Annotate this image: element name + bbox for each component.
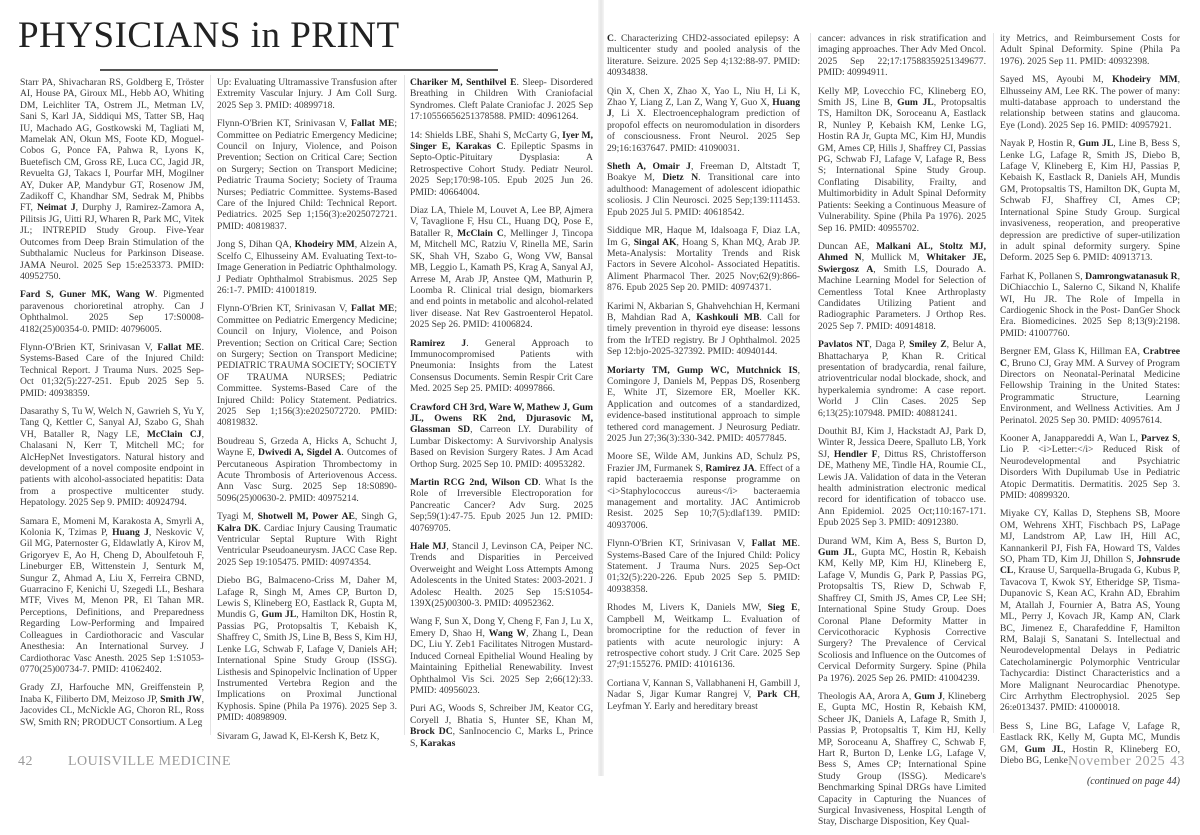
citation-text: , Jacovides CL, McNickle AG, Choron RL, Ross SW, Smith RN; PRODUCT Consortium. A Leg [20,693,205,728]
citation-text: Wang F, Sun X, Dong Y, Cheng F, Fan J, Lu X, Emery D, Shao H, [410,616,593,639]
citation [20,289,204,335]
citation [607,86,800,154]
citation-text: Bess S, Line BG, Lafage V, Lafage R, Eastlack RK, Kelly M, Gupta MC, Mundis GM, [1000,720,1180,755]
local-author-names: Damrongwatanasuk R [1085,270,1178,282]
citation-text: ity Metrics, and Reimbursement Costs for Adult Spinal Deformity. Spine (Phila Pa 1976). 2025 Sep 11. PMID: 40932398. [1000,33,1180,67]
citation [20,406,204,509]
citation [20,682,204,728]
citation-text: Flynn-O'Brien KT, Srinivasan V, [20,341,158,353]
citation-text: , Chalasani N, Kerr T, Mitchell MC; for AlcHepNet Investigators. Natural history and development of a novel composite endpoint in patients with alcohol-associated hepatitis: Data from a prospective multicenter study. Hepatology. 2025 Sep 9. PMID: 40924794. [20,428,204,509]
citation-text: . Transitional care into adulthood: Management of adolescent idiopathic scoliosis. J Clin Neurosci. 2025 Sep;139:111453. Epub 2025 Jul 5. PMID: 40618542. [607,172,800,218]
local-author-names: Dwivedi A, Sigdel A [258,447,342,459]
column-divider [210,75,211,735]
citation [410,616,593,696]
citation [818,691,986,828]
citation-text: ; Committee on Pediatric Emergency Medicine; Council on Injury, Violence, and Poison Prevention; Section on Critical Care; Section on Surgery; Section on Transport Medicine; PEDIATRIC TRAUMA SOCIETY; SOCIETY OF TRAUMA NURSES; Pediatric Committee. Systems-Based Care of the Injured Child: Policy Statement. Pediatrics. 2025 Sep 1;156(3):e2025072720. PMID: 40819832. [217,303,397,429]
citation-text: , Krause U, Sarquella-Brugada G, Kubus P, Tavacova T, Kwok SY, Etheridge SP, Tisma-Dupanovic S, Kean AC, Krahn AD, Ebrahim M, Atallah J, Fournier A, Batra AS, Young ML, Perry J, Kovach JR, Kamp AN, Clark BC, Jimenez E, Charafeddine F, Hamilton RM, Balaji S, Sanatani S. Intellectual and Neurodevelopmental Delays in Pediatric Catecholaminergic Polymorphic Ventricular Tachycardia: Distinct Characteristics and a More Malignant Neurocardiac Phenotype. Circ Arrhythm Electrophysiol. 2025 Sep 26:e013437. PMID: 41000018. [1000,565,1180,714]
citation-text: , Zhang L, Dean DC, Liu Y. Zeb1 Facilitates Nitrogen Mustard-Induced Corneal Epithelial Wound Healing by Maintaining Epithelial Renewability. Invest Ophthalmol Vis Sci. 2025 Sep 2;66(12):33. PMID: 40956023. [410,627,594,696]
citation-text: ; Committee on Pediatric Emergency Medicine; Council on Injury, Violence, and Poison Prevention; Section on Critical Care; Section on Surgery; Section on Transport Medicine; Pediatric Trauma Society; Society of Trauma Nurses; Pediatric Committee. Systems-Based Care of the Injured Child: Technical Report. Pediatrics. 2025 Sep 1;156(3):e2025072721. PMID: 40819837. [217,118,397,232]
local-author-names: Smiley Z [909,339,947,351]
citation-text: , Protopsaltis TS, Hamilton DK, Soroceanu A, Eastlack R, Nunley P, Kebaish KM, Lenke LG, Hostin RA Jr, Gupta MC, Kim HJ, Mundis GM, Ames CP, Hills J, Shaffrey CI, Passias PG, Schwab FJ, Lafage V, Lafage R, Bess S; International Spine Study Group. Conflating Disability, Frailty, and Multimorbidity in Adult Spinal Deformity Patients: Seeking a Continuous Measure of Vulnerability. Spine (Phila Pa 1976). 2025 Sep 16. PMID: 40955702. [818,97,986,234]
citation [607,678,800,712]
local-author-names: Gum JL [818,547,855,559]
citation-text: , Dittus RS, Christofferson DE, Matheny ME, Tindle HA, Roumie CL, Lewis JA. Validation of data in the Veteran health administration electronic medical record for identification of tobacco use. Ann Epidemiol. 2025 Oct;110:167-171. Epub 2025 Sep 3. PMID: 40912380. [818,448,986,529]
citation [1000,33,1180,67]
column-1 [20,77,204,735]
citation-text: . Outcomes of Percutaneous Aspiration Thrombectomy in Acute Thrombosis of Arteriovenous Access. Ann Vasc Surg. 2025 Sep 18:S0890-5096(25)00630-2. PMID: 40975214. [217,447,398,504]
citation-text: , Gupta MC, Hostin R, Kebaish KM, Kelly MP, Kim HJ, Klineberg E, Lafage V, Mundis G, Park P, Passias PG, Protopsaltis TS, Riew D, Schwab F, Shaffrey CI, Smith JS, Ames CP, Lee SH; International Spine Study Group. Does Coronal Plane Deformity Matter in Cervicothoracic Kyphosis Corrective Surgery? The Prevalence of Cervical Scoliosis and Influence on the Outcomes of Cervical Deformity Surgery. Spine (Phila Pa 1976). 2025 Sep 26. PMID: 41004239. [818,547,986,684]
citation-text: Samara E, Momeni M, Karakosta A, Smyrli A, Kolonia K, Tzimas P, [20,515,204,539]
local-author-names: Johnsrude CL [1000,554,1180,577]
citation-text: , Bruno CJ, Gray MM. A Survey of Program Directors on Neonatal-Perinatal Medicine Fellowship Training in the United States: Programmatic Structure, Learning Environment, and Wellness Activities. Am J Perinatol. 2025 Sep 30. PMID: 40957614. [1000,357,1180,426]
column-4 [607,33,800,719]
citation-text: . What Is the Role of Irreversible Electroporation for Pancreatic Cancer? Adv Surg. 2025 Sep;59(1):47-75. Epub 2025 Jun 12. PMID: 40769705. [410,477,593,534]
citation-text: . General Approach to Immunocompromised Patients with Pneumonia: Insights from the Latest Consensus Documents. Semin Respir Crit Care Med. 2025 Sep 25. PMID: 40997866. [410,337,593,395]
citation-text: cancer: advances in risk stratification and imaging approaches. Ther Adv Med Oncol. 2025 Sep 22;17:17588359251349677. PMID: 40994911. [818,33,986,79]
column-3 [410,77,593,756]
citation-text: . Sleep- Disordered Breathing in Children With Craniofacial Syndromes. Cleft Palate Craniofac J. 2025 Sep 17:10556656251378588. PMID: 40961264. [410,77,593,123]
citation [20,516,204,676]
citation-text: , Elhusseiny AM, Lee RK. The power of many: multi-database approach to understand the relationship between statins and glaucoma. Eye (Lond). 2025 Sep 16. PMID: 40957921. [1000,74,1180,131]
local-author-names: Parvez S [1140,433,1178,444]
citation-text: Tyagi M, [217,511,258,523]
citation-text: Moore SE, Wilde AM, Junkins AD, Schulz PS, Frazier JM, Furmanek S, [607,451,800,474]
citation-text: Diebo BG, Balmaceno-Criss M, Daher M, Lafage R, Singh M, Ames CP, Burton D, Lewis S, Klineberg EO, Eastlack R, Gupta M, Mundis G, [217,575,397,621]
left-page-number: 42 [18,754,33,769]
citation [607,538,800,595]
citation-text: , Hoang S, Khan MQ, Arab JP. Meta-Analysis: Mortality Trends and Risk Factors in Severe Alcohol- Associated Hepatitis. Aliment Pharmacol Ther. 2025 Nov;62(9):866-876. Epub 2025 Sep 20. PMID: 40974371. [607,236,800,294]
citation-text: Miyake CY, Kallas D, Stephens SB, Moore OM, Wehrens XHT, Fischbach PS, LaPage MJ, Landstrom AP, Law IH, Hill AC, Kannankeril PJ, Fish FA, Howard TS, Valdes SO, Pham TD, Kim JJ, Dhillon S, [1000,508,1180,566]
citation-text: . Characterizing CHD2-associated epilepsy: A multicenter study and pooled analysis of the literature. Seizure. 2025 Sep 4;132:88-97. PMID: 40934838. [607,33,800,79]
citation-text: Starr PA, Shivacharan RS, Goldberg E, Tröster AI, House PA, Giroux ML, Hebb AO, Whiting DM, Leichliter TA, Ostrem JL, Metman LV, Sani S, Karl JA, Siddiqui MS, Tatter SB, Haq IU, Machado AG, Gostkowski M, Tagliati M, Mamelak AN, Okun MS, Foote KD, Moguel-Cobos G, Ponce FA, Pahwa R, Lyons K, Buetefisch CM, Gross RE, Luca CC, Jagid JR, Revuelta GJ, Takacs I, Pourfar MH, Mogilner AY, Duker AP, Mandybur GT, Rosenow JM, Zadikoff C, Khandhar SM, Sedrak M, Phibbs FT, [20,77,204,214]
citation-text: Flynn-O'Brien KT, Srinivasan V, [217,303,351,315]
issue-date: November 2025 [1068,754,1166,769]
citation-text: Jong S, Dihan QA, [217,239,295,251]
citation-text: , Mullick M, [861,252,927,264]
local-author-names: Hale MJ [410,541,447,553]
citation [1000,433,1180,501]
local-author-names: Sheth A, Omair J [607,161,691,173]
citation-text: . Cardiac Injury Causing Traumatic Ventricular Septal Rupture With Right Ventricular Pseudoaneurysm. JACC Case Rep. 2025 Sep 19:105475. PMID: 40974354. [217,522,397,568]
citation-text: Cortiana V, Kannan S, Vallabhaneni H, Gambill J, Nadar S, Jigar Kumar Rangrej V, [607,677,800,701]
citation [20,77,204,282]
citation [410,477,593,534]
local-author-names: Khodeiry MM [294,239,355,251]
local-author-names: Neimat J [36,202,76,214]
local-author-names: Gum JL [897,97,934,109]
citation [818,33,986,79]
citation-text: . Call for timely prevention in thyroid eye disease: lessons from the IrTED registry. Br J Ophthalmol. 2025 Sep 12:bjo-2025-327392. PMID: 40940144. [607,311,800,358]
citation-text: Theologis AA, Arora A, [818,690,915,702]
page-spine [598,0,604,776]
page-title: PHYSICIANS in PRINT [18,15,400,56]
local-author-names: Gum J [914,690,943,702]
citation-text: Nayak P, Hostin R, [1000,138,1079,150]
local-author-names: C [607,33,614,44]
local-author-names: Gum JL [1078,138,1114,150]
citation-text: Duncan AE, [818,240,877,252]
citation-text: Up: Evaluating Ultramassive Transfusion after Extremity Vascular Injury. J Am Coll Surg. 2025 Sep 3. PMID: 40899718. [217,77,397,111]
citation-text: Boudreau S, Grzeda A, Hicks A, Schucht J, Wayne E, [217,435,397,459]
citation-text: , Singh G, [354,511,398,523]
citation [607,33,800,79]
local-author-names: Iyer M, Singer E, Karakas C [410,129,593,153]
column-divider [404,75,405,735]
citation-text: 14: Shields LBE, Shahi S, McCarty G, [410,129,563,141]
local-author-names: Gum JL [1024,743,1064,755]
citation [818,536,986,684]
citation [217,731,397,742]
citation [410,338,593,395]
citation-text: Siddique MR, Haque M, Idalsoaga F, Diaz LA, Im G, [607,225,800,248]
citation [410,130,593,198]
citation [607,451,800,531]
citation-text: Farhat K, Pollanen S, [1000,270,1086,282]
citation-text: Dasarathy S, Tu W, Welch N, Gawrieh S, Yu Y, Tang Q, Kettler C, Sanyal AJ, Szabo G, Shah VH, Bataller R, Nagy LE, [20,405,204,440]
local-author-names: Gum JL [261,609,297,621]
local-author-names: Fallat ME [351,303,395,315]
local-author-names: Huang J [607,97,800,120]
local-author-names: Fard S, Guner MK, Wang W [20,289,155,301]
citation [20,342,204,399]
local-author-names: Shotwell M, Power AE [257,511,355,523]
citation-text: , DiChiacchio L, Salerno C, Sikand N, Khalife WI, Hu JR. The Role of Impella in Cardiogenic Shock in the Post- DanGer Shock Era. Biomedicines. 2025 Sep 8;13(9):2198. PMID: 41007760. [1000,270,1180,339]
title-rule [100,69,498,71]
local-author-names: Fallat ME [751,538,798,550]
local-author-names: Brock DC [410,726,453,738]
citation [607,161,800,218]
citation [217,118,397,232]
citation-text: , Leyfman Y. Early and hereditary breast [607,689,800,712]
citation-text: , Li X. Electroencephalogram prediction of propofol effects on neuromodulation in disorders of consciousness. Front Neurol. 2025 Sep 29;16:1637647. PMID: 41090031. [607,108,800,154]
citation-text: , Stancil J, Levinson CA, Peiper NC. Trends and Disparities in Perceived Overweight and Weight Loss Attempts Among Adolescents in the United States: 2003-2021. J Adolesc Health. 2025 Sep 15:S1054-139X(25)00300-3. PMID: 40952362. [410,541,593,610]
local-author-names: Chariker M, Senthilvel E [410,77,517,88]
local-author-names: McClain CJ [146,428,202,440]
citation-text: Sayed MS, Ayoubi M, [1000,74,1113,86]
local-author-names: Malkani AL, Stoltz MJ, Ahmed N [818,240,986,264]
citation [217,575,397,723]
citation-text: Douthit BJ, Kim J, Hackstadt AJ, Park D, Winter R, Jessica Deere, Spalluto LB, York SJ, [818,426,986,460]
citation-text: Durand WM, Kim A, Bess S, Burton D, [818,535,986,547]
local-author-names: Whitaker JE, Swiergosz A [818,252,987,275]
local-author-names: Huang J [112,527,149,539]
citation-text: , Hamilton DK, Hostin R, Passias PG, Protopsaltis T, Kebaish K, Shaffrey C, Smith JS, Line B, Bess S, Kim HJ, Lenke LG, Schwab F, Lafage V, Daniels AH; International Spine Study Group (ISSG). Listhesis and Spinopelvic Inclination of Upper Instrumented Vertebra Region and the Implications on Proximal Junctional Kyphosis. Spine (Phila Pa 1976). 2025 Sep 3. PMID: 40898909. [217,609,397,724]
citation-text: Rhodes M, Livers K, Daniels MW, [607,602,768,614]
citation-text: Kooner A, Janappareddi A, Wan L, [1000,433,1141,444]
citation-text: , Lio P. <i>Letter:</i> Reduced Risk of Neurodevelopmental and Psychiatric Disorders With Dupilumab Use in Pediatric Atopic Dermatitis. Dermatitis. 2025 Sep 3. PMID: 40899320. [1000,433,1180,502]
citation-text: . Systems-Based Care of the Injured Child: Policy Statement. J Trauma Nurs. 2025 Sep-Oct 01;32(5):220-226. Epub 2025 Sep 5. PMID: 40938358. [607,538,800,595]
citation [410,541,593,609]
citation [818,241,986,332]
citation-text: Karimi N, Akbarian S, Ghahvehchian H, Kermani B, Mahdian Rad A, [607,300,800,323]
citation-text: , Comingore J, Daniels M, Peppas DS, Rosenberg E, White JT, Sizemore ER, Moeller KK. Application and outcomes of a standardized, evidence-based institutional approach to simple tethered cord management. J Neurosurg Pediatr. 2025 Jun 27;36(3):330-342. PMID: 40577845. [607,364,800,444]
citation [607,602,800,670]
citation-text: , Freeman D, Altstadt T, Boakye M, [607,161,800,184]
citation [217,239,397,296]
citation [217,303,397,428]
column-5 [818,33,986,835]
citation-text: , Line B, Bess S, Lenke LG, Lafage R, Smith JS, Diebo B, Lafage V, Klineberg E, Kim HJ, Passias P, Kebaish K, Eastlack R, Daniels AH, Mundis GM, Protopsaltis TS, Hamilton DK, Gupta M, Schwab FJ, Shaffrey CI, Ames CP; International Spine Study Group. Surgical invasiveness, reoperation, and preoperative depression are predictive of super-utilization in adult spinal deformity surgery. Spine Deform. 2025 Sep 6. PMID: 40913713. [1000,138,1181,264]
local-author-names: Martin RCG 2nd, Wilson CD [410,477,539,488]
local-author-names: Crabtree C [1000,346,1180,369]
local-author-names: McClain C [457,227,504,239]
citation-text: Sivaram G, Jawad K, El-Kersh K, Betz K, [217,730,380,742]
local-author-names: Dietz N [662,172,699,184]
citation-text: , Alzein A, Scelfo C, Elhusseiny AM. Evaluating Text-to-Image Generation in Pediatric Ophthalmology. J Pediatr Ophthalmol Strabismus. 2025 Sep 26:1-7. PMID: 41001819. [217,239,397,296]
citation-text: Flynn-O'Brien KT, Srinivasan V, [607,538,752,550]
citation [818,426,986,529]
citation-text: , Smith LS, Dourado A. Machine Learning Model for Selection of Cementless Total Knee Arthroplasty Candidates Utilizing Patient and Radiographic Parameters. J Orthop Res. 2025 Sep 7. PMID: 40914818. [818,263,986,332]
local-author-names: Sieg E [767,602,798,614]
citation-text: . Epileptic Spasms in Septo-Optic-Pituitary Dysplasia: A Retrospective Cohort Study. Pediatr Neurol. 2025 Sep;170:98-105. Epub 2025 Jun 26. PMID: 40664004. [410,141,593,198]
citation [217,436,397,504]
citation [1000,346,1180,426]
column-2 [217,77,397,749]
citation-text: , Durphy J, Ramirez-Zamora A, Pilitsis JG, Uitti RJ, Wharen R, Park MC, Vitek JL; INTREPID Study Group. Five-Year Outcomes from Deep Brain Stimulation of the Subthalamic Nucleus for Parkinson Disease. JAMA Neurol. 2025 Sep 15:e253373. PMID: 40952750. [20,202,204,282]
citation-text: Diaz LA, Thiele M, Louvet A, Lee BP, Ajmera V, Tavaglione F, Hsu CL, Huang DQ, Pose E, Bataller R, [410,205,593,239]
citation [818,339,986,419]
citation [607,365,800,445]
column-divider [993,33,994,733]
citation [410,77,593,123]
citation-text: , Carreon LY. Durability of Lumbar Diskectomy: A Survivorship Analysis Based on Revision Surgery Rates. J Am Acad Orthop Surg. 2025 Sep 10. PMID: 40953282. [410,424,593,470]
continued-note: (continued on page 44) [1086,776,1180,788]
citation-text: . Effect of a rapid bacteraemia response programme on <i>Staphylococcus aureus</i> bacteraemia management and mortality. JAC Antimicrob Resist. 2025 Sep 10;7(5):dlaf139. PMID: 40937006. [607,462,800,531]
citation-text: . Pigmented paravenous chorioretinal atrophy. Can J Ophthalmol. 2025 Sep 17:S0008-4182(25)00354-0. PMID: 40796005. [20,289,204,335]
citation-text: , Daga P, [869,339,910,351]
local-author-names: Fallat ME [157,341,202,353]
citation [410,703,593,749]
publication-name: LOUISVILLE MEDICINE [68,754,232,769]
citation-text: Puri AG, Woods S, Schreiber JM, Keator CG, Coryell J, Bhatia S, Hunter SE, Khan M, [410,703,593,726]
local-author-names: Fallat ME [351,118,395,130]
citation-text: , Belur A, Bhattacharya P, Khan R. Critical presentation of bradycardia, renal failure, atrioventricular nodal blockade, shock, and hyperkalemia syndrome: A case report. World J Clin Cases. 2025 Sep 6;13(25):107948. PMID: 40881241. [818,339,987,419]
local-author-names: Ramirez J [410,337,467,349]
local-author-names: Khodeiry MM [1112,74,1178,86]
citation [1000,508,1180,713]
citation-text: , Campbell M, Weitkamp L. Evaluation of bromocriptine for the reduction of fever in patients with acute neurologic injury: A retrospective cohort study. J Crit Care. 2025 Sep 27;91:155276. PMID: 41016136. [607,602,800,671]
citation [410,402,593,470]
citation [1000,138,1180,263]
citation [1000,74,1180,131]
local-author-names: Kalra DK [217,522,259,534]
column-divider [810,33,811,733]
citation [410,205,593,330]
local-author-names: Singal AK [633,236,677,248]
citation-text: , Neskovic V, Gil MG, Paternoster G, Eldawlatly A, Kirov M, Grigoryev E, Ao H, Cheng D, Aboulfetouh F, Lineburger EB, Wittenstein J, Senturk M, Sungur Z, Ahmad A, Liu X, Ferreira CBND, Guarracino F, Kenichi U, Szegedi LL, Beshara MTF, Vives M, Menon PR, El Tahan MR. Perceptions, Definitions, and Preparedness Regarding Low-Performing and Impaired Colleagues in Cardiothoracic and Vascular Anesthesia: An International Survey. J Cardiothorac Vasc Anesth. 2025 Sep 1:S1053-0770(25)00734-7. PMID: 41062402. [20,527,204,675]
citation [607,225,800,293]
local-author-names: Wang W [488,627,527,639]
citation [607,301,800,358]
citation-text: Flynn-O'Brien KT, Srinivasan V, [217,118,351,130]
citation [217,77,397,111]
citation-text: , Mellinger J, Tincopa M, Mitchell MC, Ratziu V, Rinella ME, Sarin SK, Shah VH, Szabo G, Wong VW, Bansal MB, Leggio L, Kamath PS, Krag A, Sanyal AJ, Arrese M, Arab JP, Anstee QM, Mathurin P, Loomba R. Clinical trial design, biomarkers and end points in metabolic and alcohol-related liver disease. Nat Rev Gastroenterol Hepatol. 2025 Sep 26. PMID: 41006824. [410,227,593,331]
citation-text: Qin X, Chen X, Zhao X, Yao L, Niu H, Li K, Zhao Y, Liang Z, Lan Z, Wang Y, Guo X, [607,85,800,109]
citation-text: Bergner EM, Glass K, Hillman EA, [1000,346,1143,358]
citation [818,86,986,234]
local-author-names: Kashkouli MB [696,311,760,323]
local-author-names: Hendler F [833,448,878,460]
citation-text: Grady ZJ, Harfouche MN, Greiffenstein P, Inaba K, Filiberto DM, Meizoso JP, [20,682,204,705]
local-author-names: Smith JW [160,693,202,705]
local-author-names: Karakas [420,737,456,749]
right-page-number: 43 [1170,754,1185,769]
citation-text: , Hostin R, Klineberg EO, Diebo BG, Lenke [1000,743,1180,766]
citation-text: . Systems-Based Care of the Injured Child: Technical Report. J Trauma Nurs. 2025 Sep-Oct 01;32(5):227-251. Epub 2025 Sep 5. PMID: 40938359. [20,341,204,399]
citation-text: , Klineberg E, Gupta MC, Hostin R, Kebaish KM, Scheer JK, Daniels A, Lafage R, Smith J, Passias P, Protopsaltis T, Kim HJ, Kelly MP, Soroceanu A, Shaffrey C, Schwab F, Hart R, Burton D, Lenke LG, Lafage V, Bess S, Ames CP; International Spine Study Group (ISSG). Medicare's Benchmarking Spinal DRGs have Limited Capacity in Capturing the Nuances of Surgical Invasiveness, Hospital Length of Stay, Discharge Disposition, Key Qual- [818,690,986,828]
local-author-names: Ramirez JA [705,462,755,474]
citation [1000,271,1180,339]
column-6 [1000,33,1180,788]
citation-text: , SanInocencio C, Marks L, Prince S, [410,726,593,749]
citation-text: Kelly MP, Lovecchio FC, Klineberg EO, Smith JS, Line B, [818,85,986,109]
local-author-names: Crawford CH 3rd, Ware W, Mathew J, Gum JL, Owens RK 2nd, Djurasovic M, Glassman SD [410,401,593,436]
citation [217,511,397,568]
local-author-names: Moriarty TM, Gump WC, Mutchnick IS [607,364,798,376]
local-author-names: Park CH [757,689,798,701]
local-author-names: Pavlatos NT [818,339,870,351]
